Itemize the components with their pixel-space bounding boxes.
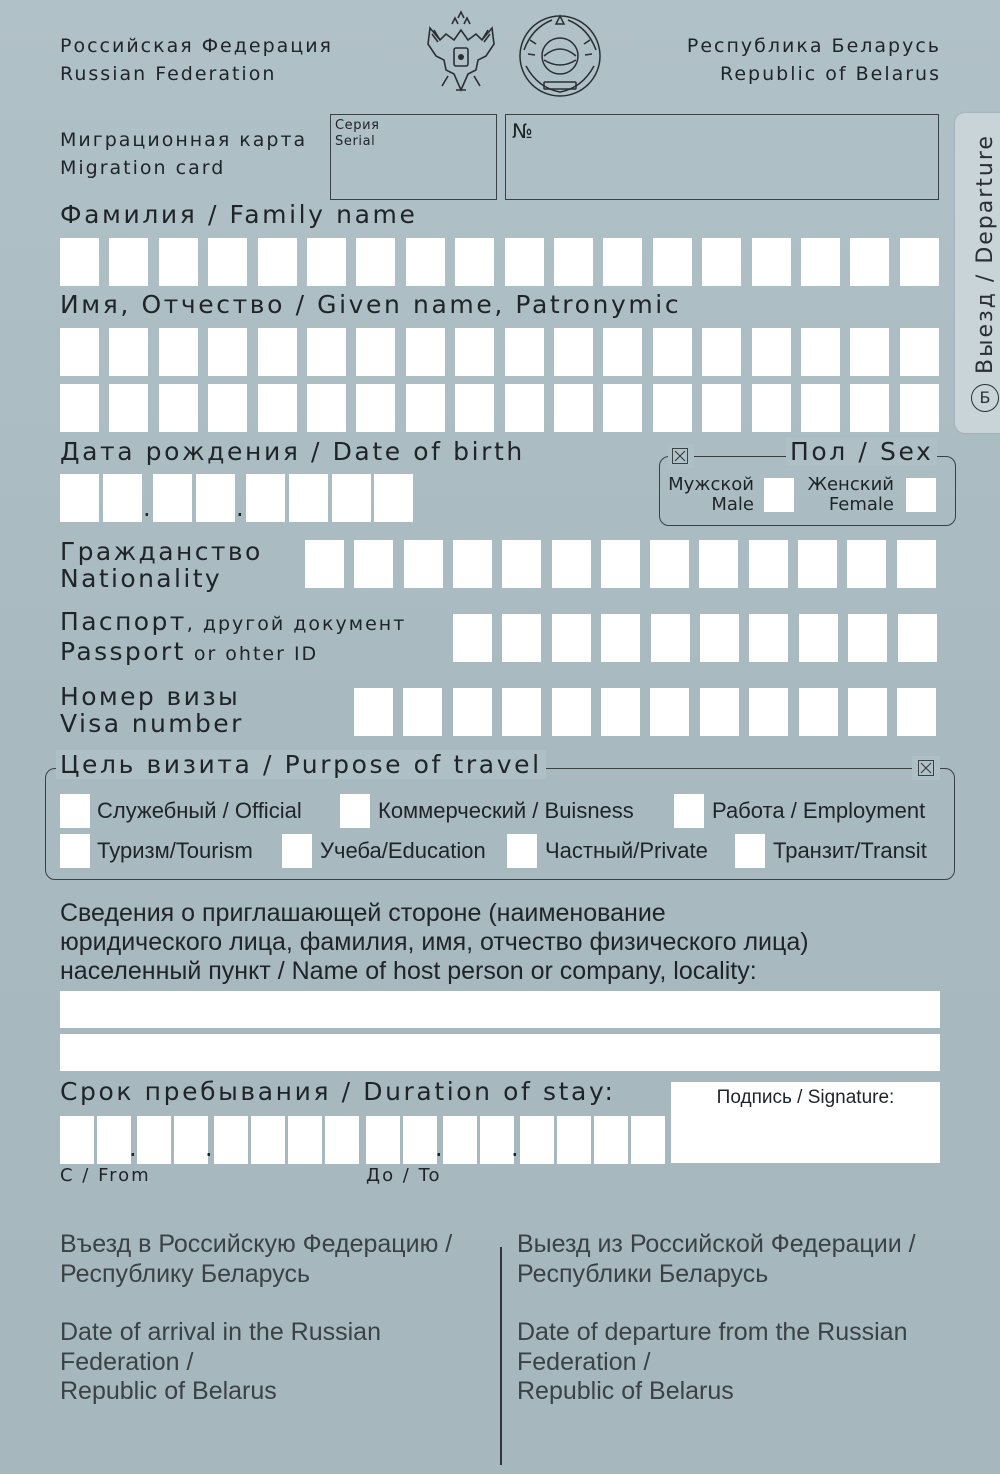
departure-en-line3: Republic of Belarus <box>517 1377 734 1405</box>
purpose-tourism-checkbox[interactable] <box>60 834 90 868</box>
nationality-label-en: Nationality <box>60 564 223 593</box>
purpose-private-label: Частный/Private <box>545 838 708 863</box>
nationality-cell[interactable] <box>552 540 591 588</box>
header-right <box>687 32 941 88</box>
nationality-label <box>60 538 263 592</box>
checkbox-x-icon <box>918 760 934 776</box>
stay-from-cell[interactable] <box>288 1116 322 1164</box>
side-tab-letter: Б <box>971 384 999 412</box>
purpose-employment-label: Работа / Employment <box>712 798 926 823</box>
visa-cell[interactable] <box>897 688 936 736</box>
given-name-cell[interactable] <box>109 328 148 376</box>
given-name-cell[interactable] <box>653 328 692 376</box>
given-name-cell[interactable] <box>702 384 741 432</box>
nationality-cell[interactable] <box>749 540 788 588</box>
side-tab-text: Выезд / Departure <box>972 134 998 374</box>
nationality-label-ru: Гражданство <box>60 537 263 566</box>
given-name-cell[interactable] <box>653 384 692 432</box>
passport-cell[interactable] <box>453 614 492 662</box>
family-name-cell[interactable] <box>307 238 346 286</box>
passport-cell[interactable] <box>799 614 838 662</box>
card-title <box>60 126 307 182</box>
given-name-cell[interactable] <box>554 328 593 376</box>
stay-to-cell[interactable] <box>520 1116 554 1164</box>
visa-cell[interactable] <box>799 688 838 736</box>
nationality-cell[interactable] <box>453 540 492 588</box>
departure-section <box>517 1230 957 1407</box>
checkbox-x-icon <box>672 448 688 464</box>
visa-cell[interactable] <box>552 688 591 736</box>
visa-cell[interactable] <box>354 688 393 736</box>
stay-from-cell[interactable] <box>97 1116 131 1164</box>
nationality-cell[interactable] <box>847 540 886 588</box>
passport-cell[interactable] <box>502 614 541 662</box>
family-name-cell[interactable] <box>406 238 445 286</box>
dob-cell[interactable] <box>332 474 371 522</box>
host-field-line1[interactable] <box>60 991 940 1028</box>
given-name-cell[interactable] <box>208 384 247 432</box>
stay-to-cell[interactable] <box>366 1116 400 1164</box>
stay-to-cell[interactable] <box>631 1116 665 1164</box>
given-name-cell[interactable] <box>258 384 297 432</box>
nationality-cell[interactable] <box>502 540 541 588</box>
visa-label <box>60 683 244 737</box>
visa-label-en: Visa number <box>60 709 244 738</box>
given-name-cell[interactable] <box>505 384 544 432</box>
passport-cell[interactable] <box>552 614 591 662</box>
arrival-en-line1: Date of arrival in the Russian <box>60 1318 381 1346</box>
stay-to-label: До / To <box>366 1165 442 1186</box>
stay-from-cell[interactable] <box>137 1116 171 1164</box>
dob-cell[interactable] <box>153 474 192 522</box>
family-name-cell[interactable] <box>752 238 791 286</box>
family-name-label: Фамилия / Family name <box>60 200 418 229</box>
given-name-cell[interactable] <box>801 384 840 432</box>
visa-cell[interactable] <box>650 688 689 736</box>
stay-from-label: С / From <box>60 1165 151 1186</box>
number-box[interactable] <box>505 114 939 200</box>
purpose-official-label: Служебный / Official <box>97 798 302 823</box>
given-name-cell[interactable] <box>455 384 494 432</box>
passport-cell[interactable] <box>601 614 640 662</box>
passport-cell[interactable] <box>651 614 690 662</box>
dob-cell[interactable] <box>289 474 328 522</box>
family-name-cell[interactable] <box>60 238 99 286</box>
female-checkbox[interactable] <box>906 478 936 512</box>
purpose-transit-checkbox[interactable] <box>735 834 765 868</box>
given-name-cell[interactable] <box>900 328 939 376</box>
family-name-cell[interactable] <box>505 238 544 286</box>
belarus-emblem-icon <box>514 10 606 102</box>
given-name-cell[interactable] <box>159 328 198 376</box>
given-name-cell[interactable] <box>109 384 148 432</box>
dob-cell[interactable] <box>374 474 413 522</box>
female-label-en: Female <box>828 494 894 515</box>
departure-ru-line2: Республики Беларусь <box>517 1259 769 1288</box>
family-name-cell[interactable] <box>850 238 889 286</box>
given-name-cell[interactable] <box>307 384 346 432</box>
arrival-en-line3: Republic of Belarus <box>60 1377 277 1405</box>
family-name-cell[interactable] <box>702 238 741 286</box>
dob-dot-1: . <box>143 494 151 522</box>
visa-cell[interactable] <box>453 688 492 736</box>
departure-en-line2: Federation / <box>517 1347 651 1376</box>
purpose-official-checkbox[interactable] <box>60 794 90 828</box>
serial-label-ru: Серия <box>335 118 380 133</box>
purpose-education-label: Учеба/Education <box>320 838 486 863</box>
signature-field[interactable] <box>671 1082 940 1163</box>
given-name-cell[interactable] <box>752 328 791 376</box>
visa-cell[interactable] <box>848 688 887 736</box>
family-name-cell[interactable] <box>653 238 692 286</box>
dob-cell[interactable] <box>246 474 285 522</box>
family-name-cell[interactable] <box>900 238 939 286</box>
signature-label: Подпись / Signature: <box>716 1087 895 1108</box>
given-name-cell[interactable] <box>60 384 99 432</box>
arrival-section <box>60 1230 490 1407</box>
given-name-cell[interactable] <box>752 384 791 432</box>
male-label-ru: Мужской <box>668 474 754 495</box>
given-name-cell[interactable] <box>505 328 544 376</box>
nationality-cell[interactable] <box>354 540 393 588</box>
to-dot-2: . <box>511 1134 519 1162</box>
stay-label: Срок пребывания / Duration of stay: <box>60 1077 616 1106</box>
nationality-cell[interactable] <box>897 540 936 588</box>
visa-label-ru: Номер визы <box>60 682 241 711</box>
passport-label <box>60 608 406 668</box>
given-name-cell[interactable] <box>702 328 741 376</box>
passport-label-ru-rest: , другой документ <box>186 613 407 635</box>
dob-cell[interactable] <box>60 474 99 522</box>
dob-dot-2: . <box>236 494 244 522</box>
russian-eagle-emblem-icon <box>416 10 506 100</box>
purpose-business-checkbox[interactable] <box>340 794 370 828</box>
purpose-label: Цель визита / Purpose of travel <box>56 750 546 779</box>
purpose-education-checkbox[interactable] <box>282 834 312 868</box>
to-dot-1: . <box>435 1134 443 1162</box>
passport-label-en-rest: or ohter ID <box>185 643 319 665</box>
serial-box[interactable] <box>330 114 497 200</box>
family-name-cell[interactable] <box>258 238 297 286</box>
family-name-cell[interactable] <box>109 238 148 286</box>
nationality-cell[interactable] <box>699 540 738 588</box>
country-left-en: Russian Federation <box>60 63 277 85</box>
family-name-cell[interactable] <box>455 238 494 286</box>
host-field-line2[interactable] <box>60 1034 940 1071</box>
given-name-cell[interactable] <box>603 328 642 376</box>
given-name-cell[interactable] <box>60 328 99 376</box>
arrival-ru-line1: Въезд в Российскую Федерацию / <box>60 1230 453 1258</box>
host-label-line3: населенный пункт / Name of host person or company, locality: <box>60 957 757 985</box>
visa-cell[interactable] <box>502 688 541 736</box>
stay-from-cell[interactable] <box>174 1116 208 1164</box>
given-name-cell[interactable] <box>406 328 445 376</box>
given-name-cell[interactable] <box>356 384 395 432</box>
dob-label: Дата рождения / Date of birth <box>60 437 525 466</box>
host-label <box>60 899 940 986</box>
stay-to-cell[interactable] <box>594 1116 628 1164</box>
given-name-cell[interactable] <box>159 384 198 432</box>
given-name-cell[interactable] <box>258 328 297 376</box>
bottom-divider <box>500 1247 502 1465</box>
nationality-cell[interactable] <box>650 540 689 588</box>
from-dot-1: . <box>129 1134 137 1162</box>
departure-side-tab <box>955 113 1000 433</box>
passport-cell[interactable] <box>898 614 937 662</box>
arrival-en-line2: Federation / <box>60 1347 194 1376</box>
dob-cell[interactable] <box>196 474 235 522</box>
stay-to-cell[interactable] <box>443 1116 477 1164</box>
host-label-line1: Сведения о приглашающей стороне (наименование <box>60 899 666 927</box>
given-name-label: Имя, Отчество / Given name, Patronymic <box>60 290 682 319</box>
stay-from-cell[interactable] <box>60 1116 94 1164</box>
from-dot-2: . <box>205 1134 213 1162</box>
stay-from-cell[interactable] <box>325 1116 359 1164</box>
purpose-business-label: Коммерческий / Buisness <box>378 798 634 823</box>
departure-en-line1: Date of departure from the Russian <box>517 1318 908 1346</box>
header-left <box>60 32 333 88</box>
sex-label: Пол / Sex <box>786 437 937 466</box>
nationality-cell[interactable] <box>404 540 443 588</box>
purpose-transit-label: Транзит/Transit <box>773 838 927 863</box>
family-name-cell[interactable] <box>554 238 593 286</box>
visa-cell[interactable] <box>601 688 640 736</box>
passport-cell[interactable] <box>700 614 739 662</box>
given-name-cell[interactable] <box>356 328 395 376</box>
passport-label-en-main: Passport <box>60 637 186 666</box>
passport-cell[interactable] <box>749 614 788 662</box>
card-title-en: Migration card <box>60 157 226 179</box>
male-label-en: Male <box>711 494 754 515</box>
stay-to-cell[interactable] <box>403 1116 437 1164</box>
given-name-cell[interactable] <box>406 384 445 432</box>
stay-from-cell[interactable] <box>214 1116 248 1164</box>
stay-to-cell[interactable] <box>557 1116 591 1164</box>
purpose-private-checkbox[interactable] <box>507 834 537 868</box>
serial-label-en: Serial <box>335 134 376 149</box>
given-name-cell[interactable] <box>850 328 889 376</box>
country-right-ru: Республика Беларусь <box>686 35 941 57</box>
country-left-ru: Российская Федерация <box>60 35 333 57</box>
passport-label-ru-main: Паспорт <box>60 607 187 636</box>
departure-ru-line1: Выезд из Российской Федерации / <box>517 1230 916 1258</box>
given-name-cell[interactable] <box>307 328 346 376</box>
stay-to-cell[interactable] <box>480 1116 514 1164</box>
purpose-tourism-label: Туризм/Tourism <box>97 838 253 863</box>
family-name-cell[interactable] <box>801 238 840 286</box>
family-name-cell[interactable] <box>208 238 247 286</box>
given-name-cell[interactable] <box>603 384 642 432</box>
nationality-cell[interactable] <box>305 540 344 588</box>
given-name-cell[interactable] <box>455 328 494 376</box>
nationality-cell[interactable] <box>601 540 640 588</box>
given-name-cell[interactable] <box>801 328 840 376</box>
purpose-employment-checkbox[interactable] <box>674 794 704 828</box>
dob-cell[interactable] <box>103 474 142 522</box>
female-label-ru: Женский <box>807 474 894 495</box>
family-name-cell[interactable] <box>356 238 395 286</box>
stay-from-cell[interactable] <box>251 1116 285 1164</box>
given-name-cell[interactable] <box>900 384 939 432</box>
number-label: № <box>512 119 533 143</box>
visa-cell[interactable] <box>700 688 739 736</box>
family-name-cell[interactable] <box>603 238 642 286</box>
visa-cell[interactable] <box>403 688 442 736</box>
male-checkbox[interactable] <box>764 478 794 512</box>
family-name-cell[interactable] <box>159 238 198 286</box>
arrival-ru-line2: Республику Беларусь <box>60 1259 311 1288</box>
passport-cell[interactable] <box>848 614 887 662</box>
host-label-line2: юридического лица, фамилия, имя, отчество физического лица) <box>60 928 809 956</box>
given-name-cell[interactable] <box>208 328 247 376</box>
nationality-cell[interactable] <box>798 540 837 588</box>
given-name-cell[interactable] <box>554 384 593 432</box>
visa-cell[interactable] <box>749 688 788 736</box>
country-right-en: Republic of Belarus <box>720 63 941 85</box>
given-name-cell[interactable] <box>850 384 889 432</box>
card-title-ru: Миграционная карта <box>60 129 308 151</box>
